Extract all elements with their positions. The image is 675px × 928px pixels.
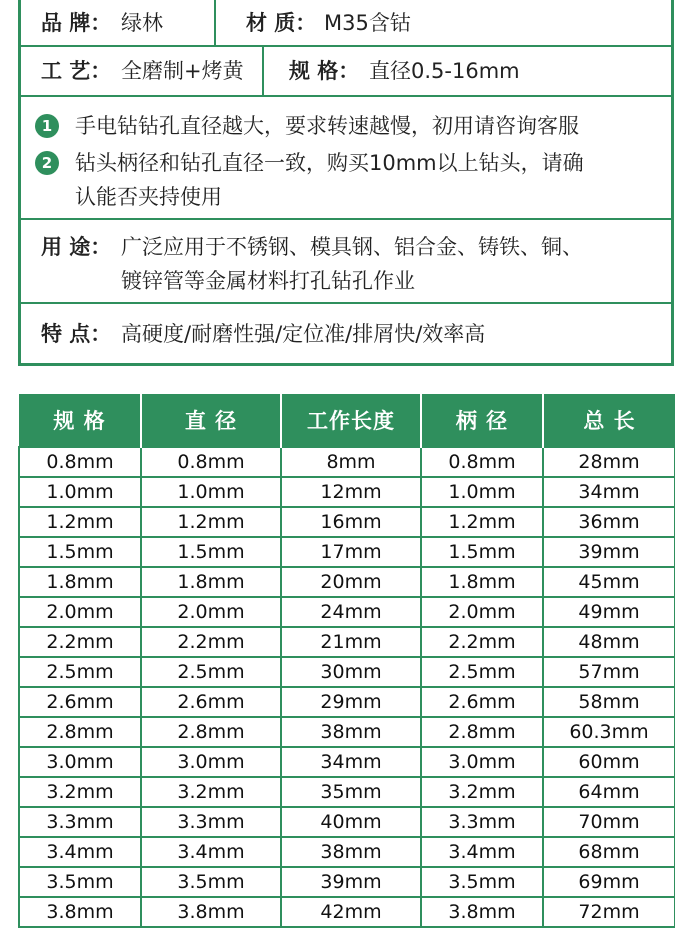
table-cell: 1.2mm <box>421 507 543 537</box>
table-cell: 45mm <box>543 567 675 597</box>
table-cell: 57mm <box>543 657 675 687</box>
table-cell: 3.0mm <box>421 747 543 777</box>
notes-row <box>21 97 671 220</box>
material-label: 材 质： <box>246 11 317 35</box>
usage-label: 用 途： <box>41 235 112 259</box>
table-row <box>19 477 675 507</box>
table-row <box>19 687 675 717</box>
table-cell: 28mm <box>543 447 675 477</box>
table-cell: 2.8mm <box>421 717 543 747</box>
table-cell: 0.8mm <box>19 447 141 477</box>
table-cell: 2.5mm <box>19 657 141 687</box>
table-cell: 34mm <box>543 477 675 507</box>
table-row <box>19 507 675 537</box>
table-cell: 0.8mm <box>141 447 281 477</box>
column-header: 直 径 <box>141 394 281 447</box>
table-cell: 39mm <box>281 867 421 897</box>
usage-text: 广泛应用于不锈钢、模具钢、铝合金、铸铁、铜、 <box>121 235 583 259</box>
table-cell: 34mm <box>281 747 421 777</box>
table-cell: 2.2mm <box>421 627 543 657</box>
table-cell: 68mm <box>543 837 675 867</box>
table-cell: 1.5mm <box>141 537 281 567</box>
usage-row <box>21 220 671 304</box>
table-row <box>19 777 675 807</box>
table-cell: 3.2mm <box>141 777 281 807</box>
feature-row <box>21 304 671 363</box>
table-cell: 49mm <box>543 597 675 627</box>
feature-label: 特 点： <box>41 322 112 346</box>
table-cell: 60mm <box>543 747 675 777</box>
table-cell: 12mm <box>281 477 421 507</box>
table-cell: 38mm <box>281 837 421 867</box>
table-header-row <box>19 394 675 447</box>
table-cell: 2.6mm <box>421 687 543 717</box>
divider <box>262 47 264 95</box>
table-cell: 17mm <box>281 537 421 567</box>
table-cell: 3.4mm <box>421 837 543 867</box>
table-cell: 1.2mm <box>19 507 141 537</box>
table-row <box>19 447 675 477</box>
spec-value: 直径0.5-16mm <box>369 59 520 83</box>
table-row <box>19 867 675 897</box>
table-cell: 3.4mm <box>19 837 141 867</box>
table-cell: 16mm <box>281 507 421 537</box>
table-cell: 3.5mm <box>19 867 141 897</box>
spec-label: 规 格： <box>289 59 360 83</box>
table-cell: 2.0mm <box>421 597 543 627</box>
table-cell: 0.8mm <box>421 447 543 477</box>
column-header: 总 长 <box>543 394 675 447</box>
table-cell: 1.8mm <box>141 567 281 597</box>
table-cell: 3.0mm <box>19 747 141 777</box>
table-cell: 2.6mm <box>19 687 141 717</box>
table-cell: 1.5mm <box>421 537 543 567</box>
table-cell: 3.3mm <box>421 807 543 837</box>
table-cell: 1.8mm <box>421 567 543 597</box>
spec-table <box>18 394 675 928</box>
process-label: 工 艺： <box>41 59 112 83</box>
table-cell: 2.5mm <box>421 657 543 687</box>
table-cell: 20mm <box>281 567 421 597</box>
table-cell: 3.4mm <box>141 837 281 867</box>
table-cell: 8mm <box>281 447 421 477</box>
process-value: 全磨制+烤黄 <box>121 59 244 83</box>
table-cell: 2.8mm <box>19 717 141 747</box>
column-header: 工作长度 <box>281 394 421 447</box>
table-cell: 1.0mm <box>19 477 141 507</box>
table-cell: 48mm <box>543 627 675 657</box>
table-cell: 72mm <box>543 897 675 927</box>
table-cell: 2.2mm <box>19 627 141 657</box>
table-cell: 3.2mm <box>19 777 141 807</box>
feature-value: 高硬度/耐磨性强/定位准/排屑快/效率高 <box>121 322 486 346</box>
table-cell: 21mm <box>281 627 421 657</box>
table-cell: 35mm <box>281 777 421 807</box>
table-cell: 24mm <box>281 597 421 627</box>
table-cell: 60.3mm <box>543 717 675 747</box>
table-row <box>19 807 675 837</box>
table-row <box>19 597 675 627</box>
brand-material-row <box>21 0 671 47</box>
table-cell: 3.8mm <box>141 897 281 927</box>
table-cell: 3.5mm <box>141 867 281 897</box>
table-cell: 40mm <box>281 807 421 837</box>
table-cell: 64mm <box>543 777 675 807</box>
table-cell: 3.3mm <box>141 807 281 837</box>
table-cell: 1.8mm <box>19 567 141 597</box>
table-cell: 3.8mm <box>19 897 141 927</box>
brand-label: 品 牌： <box>41 11 112 35</box>
brand-value: 绿林 <box>121 11 163 35</box>
table-row <box>19 657 675 687</box>
table-cell: 2.8mm <box>141 717 281 747</box>
table-cell: 3.8mm <box>421 897 543 927</box>
table-row <box>19 537 675 567</box>
note-text: 手电钻钻孔直径越大，要求转速越慢，初用请咨询客服 <box>75 114 579 138</box>
table-row <box>19 717 675 747</box>
table-cell: 2.5mm <box>141 657 281 687</box>
table-row <box>19 747 675 777</box>
table-cell: 1.0mm <box>421 477 543 507</box>
table-cell: 1.2mm <box>141 507 281 537</box>
table-body <box>19 447 675 927</box>
note-text-continued: 认能否夹持使用 <box>75 185 222 209</box>
table-cell: 29mm <box>281 687 421 717</box>
table-cell: 2.6mm <box>141 687 281 717</box>
table-cell: 3.5mm <box>421 867 543 897</box>
table-cell: 58mm <box>543 687 675 717</box>
note-text: 钻头柄径和钻孔直径一致，购买10mm以上钻头，请确 <box>75 151 584 175</box>
table-cell: 69mm <box>543 867 675 897</box>
note-number-badge: 1 <box>35 114 59 138</box>
material-value: M35含钴 <box>324 11 411 35</box>
table-row <box>19 567 675 597</box>
table-cell: 3.0mm <box>141 747 281 777</box>
table-cell: 2.2mm <box>141 627 281 657</box>
table-cell: 3.2mm <box>421 777 543 807</box>
table-row <box>19 897 675 927</box>
table-row <box>19 627 675 657</box>
table-cell: 39mm <box>543 537 675 567</box>
product-info-box <box>18 0 674 366</box>
process-spec-row <box>21 47 671 97</box>
table-cell: 1.5mm <box>19 537 141 567</box>
divider <box>214 0 216 45</box>
column-header: 柄 径 <box>421 394 543 447</box>
table-cell: 30mm <box>281 657 421 687</box>
table-row <box>19 837 675 867</box>
table-cell: 42mm <box>281 897 421 927</box>
table-cell: 2.0mm <box>141 597 281 627</box>
note-number-badge: 2 <box>35 151 59 175</box>
table-cell: 38mm <box>281 717 421 747</box>
table-cell: 36mm <box>543 507 675 537</box>
column-header: 规 格 <box>19 394 141 447</box>
table-cell: 2.0mm <box>19 597 141 627</box>
table-cell: 1.0mm <box>141 477 281 507</box>
table-cell: 70mm <box>543 807 675 837</box>
usage-text-continued: 镀锌管等金属材料打孔钻孔作业 <box>121 269 415 293</box>
table-cell: 3.3mm <box>19 807 141 837</box>
